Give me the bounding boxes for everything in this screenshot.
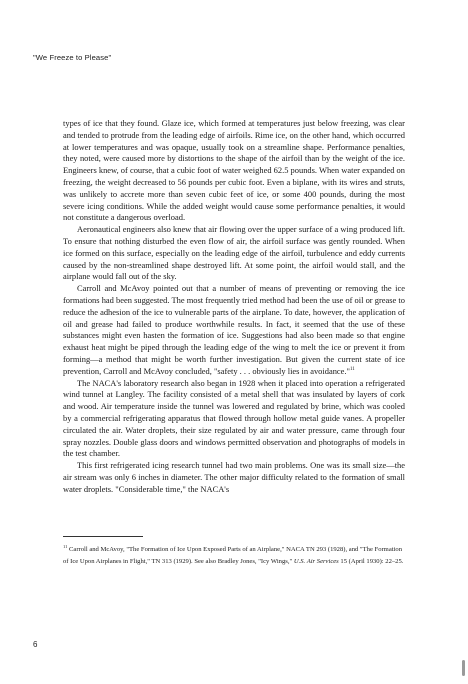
paragraph-1: types of ice that they found. Glaze ice, which formed at temperatures just below freezing, was clear and tended to protrude from the leading edge of airfoils. Rime ice, on the other hand, which occurred at lower temperatures and was opaque, usually took on a streamline shape. Performance penalties, they noted, were caused more by distortions to the shape of the airfoil than by the weight of the ice. Engineers knew, of course, that a cubic foot of water weighed 62.5 pounds. When water expanded on freezing, the weight decreased to 56 pounds per cubic foot. Even a biplane, with its wires and struts, was unlikely to accrete more than seven cubic feet of ice, or some 400 pounds, during the most severe icing conditions. While the added weight would cause some performance penalties, it would not constitute a dangerous overload. [63, 118, 405, 223]
running-head: "We Freeze to Please" [33, 53, 112, 62]
body-text [63, 118, 405, 496]
paragraph-3-text: Carroll and McAvoy pointed out that a number of means of preventing or removing the ice formations had been suggested. The most frequently tried method had been the use of oil or grease to reduce the adhesion of the ice to vulnerable parts of the airplane. To date, however, the application of oil and grease had failed to produce worthwhile results. In fact, it seemed that the use of these substances might even hasten the formation of ice. Suggestions had also been made so that engine exhaust heat might be piped through the leading edge of the wing to melt the ice or prevent it from forming—a method that might be worth further investigation. But given the current state of ice prevention, Carroll and McAvoy concluded, "safety . . . obviously lies in avoidance." [63, 283, 405, 376]
footnote-text-b: 15 (April 1930): 22–25. [338, 557, 404, 565]
paragraph-2: Aeronautical engineers also knew that air flowing over the upper surface of a wing produced lift. To ensure that nothing disturbed the even flow of air, the airfoil surface was gently rounded. When ice formed on this surface, especially on the leading edge of the airfoil, turbulence and eddy currents caused by the non-streamlined shape destroyed lift. At some point, the airfoil would stall, and the airplane would fall out of the sky. [63, 224, 405, 282]
footnote-divider [63, 536, 143, 537]
paragraph-4: The NACA's laboratory research also began in 1928 when it placed into operation a refrigerated wind tunnel at Langley. The facility consisted of a metal shell that was insulated by layers of cork and wood. Air temperature inside the tunnel was lowered and regulated by brine, which was cooled by a commercial refrigerating apparatus that flowed through hollow metal guide vanes. A propeller circulated the air. Water droplets, their size regulated by air and water pressure, came through four spray nozzles. Double glass doors and windows permitted observation and photographs of models in the test chamber. [63, 377, 405, 459]
footnote [63, 544, 405, 567]
paragraph-3 [63, 283, 405, 377]
footnote-mark: 11 [63, 543, 68, 549]
footnote-italic-title: U.S. Air Services [293, 557, 339, 565]
footnote-text-a: Carroll and McAvoy, "The Formation of Ice Upon Exposed Parts of an Airplane," NACA TN 293 (1928), and "The Formation of Ice Upon Airplanes in Flight," TN 313 (1929). See also Bradley Jones, "Icy Wings," [63, 546, 402, 565]
paragraph-5: This first refrigerated icing research tunnel had two main problems. One was its small size—the air stream was only 6 inches in diameter. The other major difficulty related to the formation of small water droplets. "Considerable time," the NACA's [63, 460, 405, 494]
page-number: 6 [33, 640, 38, 649]
scrollbar-thumb[interactable] [462, 660, 465, 676]
footnote-reference[interactable]: 11 [349, 366, 355, 372]
